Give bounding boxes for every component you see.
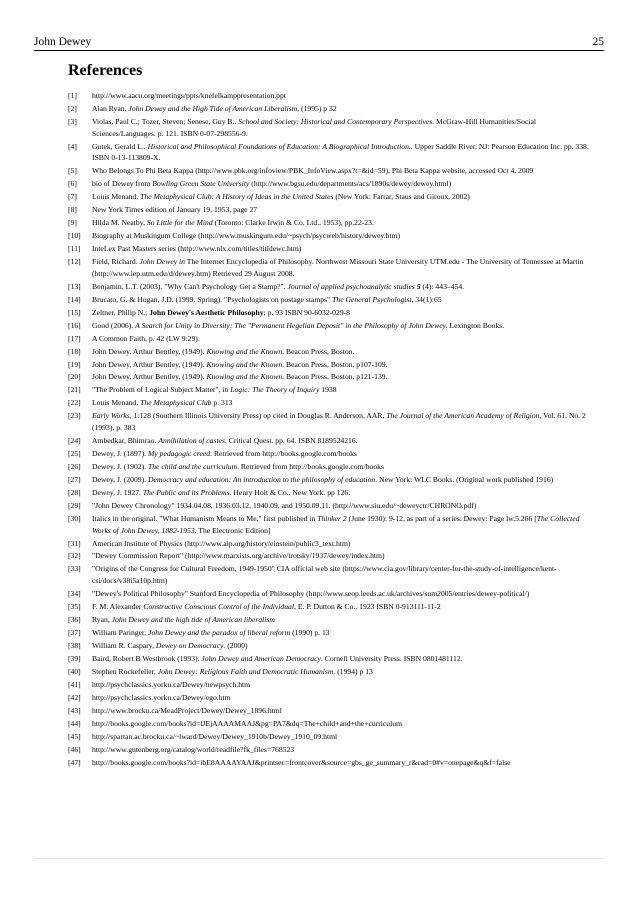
reference-text [92,178,596,190]
reference-item [68,705,596,717]
reference-segment: InteLex Past Masters series (http://www.nlx.com/titles/titldewc.htm) [92,244,302,254]
reference-item [68,744,596,756]
reference-item [68,178,596,190]
reference-item [68,448,596,460]
reference-number: [9] [68,218,77,228]
reference-text [92,563,596,586]
reference-item [68,500,596,512]
reference-segment: http://www.gutenberg.org/catalog/world/readfile?fk_files=768523 [92,744,295,754]
reference-emphasis: The child and the curriculum [147,461,238,471]
reference-item [68,640,596,652]
reference-text [92,718,596,730]
reference-number: [37] [68,628,81,637]
references-list [68,90,596,770]
reference-number: [18] [68,346,81,356]
reference-number: [21] [68,385,81,395]
reference-segment: Alan Ryan, [92,103,129,113]
reference-item [68,116,596,139]
reference-text [92,333,596,345]
reference-text [92,410,596,433]
reference-emphasis: Early Works [92,411,130,421]
reference-text [92,588,596,600]
reference-segment: , E. P. Dutton & Co., 1923 ISBN 0-913111-11-2 [294,602,441,612]
reference-number: [22] [68,398,81,408]
reference-segment: . Beacon Press, Boston. [282,346,355,356]
reference-item [68,346,596,358]
reference-item [68,204,596,216]
reference-number: [29] [68,500,81,510]
reference-segment: 1938 [319,385,337,395]
reference-segment: John Dewey, Arthur Bentley, (1949). [92,359,207,369]
reference-number: [31] [68,538,81,548]
reference-number: [15] [68,307,81,317]
reference-segment: bio of Dewey from [92,179,153,189]
reference-segment: http://spartan.ac.brocku.ca/~lward/Dewey/Dewey_1910b/Dewey_1910_09.html [92,731,338,741]
reference-segment: , Vol. 61, No. 2 (1993), p. 383 [92,411,586,433]
reference-text [92,757,596,769]
reference-emphasis: Thinker 2 [317,513,347,523]
reference-text [92,601,596,613]
running-header [34,30,604,51]
reference-emphasis: The Collected Works of John Dewey, 1882-1953 [92,513,580,535]
reference-segment: http://www.brocku.ca/MeadProject/Dewey/Dewey_1896.html [92,705,282,715]
reference-segment: "The Problem of Logical Subject Matter", in [92,385,231,395]
reference-emphasis: Knowing and the Known [206,359,283,369]
reference-segment: . Cornell University Press. ISBN 0801481112. [320,653,463,663]
reference-emphasis: Bowling Green State University [152,179,250,189]
reference-emphasis: Annihilation of castes [158,436,225,446]
reference-item [68,601,596,613]
reference-item [68,718,596,730]
reference-item [68,588,596,600]
reference-text [92,90,596,102]
reference-number: [36] [68,615,81,625]
reference-emphasis: Logic: The Theory of Inquiry [230,385,320,395]
reference-segment: . Beacon Press, Boston, p121-139. [282,372,388,382]
reference-item [68,384,596,396]
reference-item [68,371,596,383]
reference-segment: http://www.aacu.org/meetings/ppts/knefelkamppresentation.ppt [92,91,286,100]
reference-segment: Hilda M. Neatby, [92,218,147,228]
reference-text [92,435,596,447]
reference-segment: "Origins of the Congress for Cultural Freedom, 1949-1950" CIA official web site (https://www.cia.gov/library/center-for-the-study-of-intelligence/kent-csi/docs/v38i5a10p.htm) [92,564,557,586]
reference-text [92,627,596,639]
reference-emphasis: A Search for Unity in Diversity: The "Permanent Hegelian Deposit" in the Philosophy of John Dewey. [135,320,448,330]
reference-segment: , 34(1):65 [411,294,442,304]
reference-segment: . Beacon Press, Boston, p107-109. [282,359,388,369]
reference-segment: (June 1930): 9-12, as part of a series. Dewey: Page lw.5.266 [ [346,513,537,523]
reference-text [92,474,596,486]
reference-segment: ; p. 93 ISBN 90-6032-029-8 [263,307,351,317]
reference-text [92,294,596,306]
reference-number: [8] [68,205,77,215]
reference-emphasis: School and Society: Historical and Contemporary Perspectives [238,116,433,126]
reference-text [92,538,596,550]
reference-item [68,294,596,306]
reference-segment: John Dewey, Arthur Bentley, (1949). [92,372,207,382]
reference-segment: Benjamin, L.T. (2003). "Why Can't Psychology Get a Stamp?". [92,281,288,291]
reference-emphasis: My pedagogic creed [147,449,211,458]
reference-text [92,731,596,743]
reference-segment: . Henry Holt & Co., New York. pp 126. [229,487,351,497]
references-heading: References [68,62,143,79]
reference-text [92,217,596,229]
reference-number: [43] [68,705,81,715]
reference-segment: http://books.google.com/books?id=ibE8AAAAYAAJ&printsec=frontcover&source=gbs_ge_summary_r&cad=0#v=onepage&q&f=false [92,757,511,767]
reference-segment: William Paringer, [92,628,149,637]
reference-text [92,103,596,115]
reference-segment: (4): 443–454. [420,281,465,291]
reference-item [68,307,596,319]
reference-text [92,679,596,691]
reference-number: [47] [68,757,81,767]
reference-number: [39] [68,653,81,663]
reference-emphasis: John Dewey and the High Tide of American Liberalism [128,103,298,113]
reference-segment: New York Times edition of January 19, 1953, page 27 [92,205,258,215]
reference-emphasis: Constructive Conscious Control of the Individual [143,602,295,612]
footer-divider [34,858,604,859]
reference-number: [42] [68,692,81,702]
page-number: 25 [592,36,604,48]
reference-text [92,550,596,562]
reference-item [68,320,596,332]
reference-segment: Field, Richard. [92,257,140,267]
reference-text [92,141,596,164]
running-header-title: John Dewey [34,36,92,48]
reference-emphasis: Knowing and the Known [206,346,283,356]
reference-text [92,500,596,512]
reference-text [92,256,596,279]
reference-segment: Biography at Muskingum College (http://www.muskingum.edu/~psych/psycweb/history/dewey.htm) [92,231,401,241]
reference-emphasis: The Journal of the American Academy of Religion [386,411,540,421]
reference-text [92,191,596,203]
reference-segment: Ambedkar, Bhimrao. [92,436,159,446]
reference-number: [24] [68,436,81,446]
reference-text [92,666,596,678]
reference-number: [33] [68,564,81,574]
reference-segment: Dewey, J. (1902). [92,461,148,471]
reference-number: [38] [68,640,81,650]
reference-segment: http://psychclassics.yorku.ca/Dewey/ego.htm [92,692,231,702]
reference-item [68,757,596,769]
reference-emphasis: John Dewey and American Democracy [201,653,321,663]
reference-number: [11] [68,244,81,254]
reference-text [92,346,596,358]
reference-emphasis: John Dewey in [139,257,185,267]
reference-emphasis: Knowing and the Known [206,372,283,382]
reference-item [68,550,596,562]
reference-number: [26] [68,461,81,471]
reference-segment: "John Dewey Chronology" 1934.04.08, 1936.03.12, 1940.09, and 1950.09.11. (http://www.siu.edu/~deweyctr/CHRONO.pdf) [92,500,477,510]
reference-emphasis: Journal of applied psychoanalytic studies [287,281,415,291]
reference-text [92,165,596,177]
reference-number: [13] [68,281,81,291]
reference-item [68,359,596,371]
reference-item [68,397,596,409]
reference-segment: Who Belongs To Phi Beta Kappa (http://www.pbk.org/infoview/PBK_InfoView.aspx?t=&id=59), Phi Beta Kappa website, accessed Oct 4, 2009 [92,166,534,176]
reference-item [68,256,596,279]
reference-item [68,731,596,743]
reference-segment: Dewey, J. (1897). [92,449,148,458]
reference-emphasis: 5 [416,281,421,291]
reference-segment: "Dewey's Political Philosophy" Stanford Encyclopedia of Philosophy (http://www.seop.leeds.ac.uk/archives/sum2005/entries/dewey-political/) [92,589,530,599]
reference-text [92,397,596,409]
reference-segment: (http://www.bgsu.edu/departments/acs/1890s/dewey/dewey.html) [249,179,452,189]
reference-segment: Violas, Paul C.; Tozer, Steven; Senese, Guy B.. [92,116,239,126]
reference-segment: , (1995) p 32 [297,103,337,113]
reference-item [68,614,596,626]
reference-segment: Louis Menand. [92,398,141,408]
reference-item [68,461,596,473]
reference-segment: "Dewey Commission Report" (http://www.marxists.org/archive/trotsky/1937/dewey/index.htm) [92,551,385,561]
reference-text [92,116,596,139]
reference-segment: Stephen Rockefeller, [92,666,158,676]
reference-item [68,165,596,177]
reference-item [68,410,596,433]
reference-segment: The Internet Encyclopedia of Philosophy. Northwest Missouri State University UTM.edu - The University of Tennessee at Martin (http://www.iep.utm.edu/d/dewey.htm) Retrieved 29 August 2008. [92,257,584,278]
reference-emphasis: The General Psychologist [332,294,412,304]
reference-item [68,538,596,550]
reference-segment: (New York: Farrar, Staus and Giroux, 2002) [333,192,470,202]
reference-text [92,204,596,216]
reference-emphasis: John Dewey and the paradox of liberal reform [148,628,291,637]
reference-text [92,384,596,396]
reference-item [68,653,596,665]
reference-item [68,103,596,115]
reference-number: [35] [68,602,81,612]
reference-number: [7] [68,192,77,202]
reference-text [92,692,596,704]
reference-text [92,705,596,717]
reference-item [68,435,596,447]
reference-text [92,320,596,332]
reference-number: [23] [68,411,81,421]
reference-segment: , 1:128 (Southern Illinois University Press) op cited in Douglas R. Anderson, AAR, [129,411,387,421]
reference-segment: . Upper Saddle River, NJ: Pearson Education Inc. pp. 338. ISBN 0-13-113809-X. [92,141,589,163]
reference-segment: Ryan, [92,615,112,625]
reference-number: [46] [68,744,81,754]
reference-segment: Italics in the original. "What Humanism Means to Me," first published in [92,513,318,523]
reference-segment: . (2000) [223,640,248,650]
reference-number: [41] [68,679,81,689]
reference-text [92,461,596,473]
reference-item [68,90,596,102]
reference-item [68,217,596,229]
reference-text [92,653,596,665]
reference-number: [4] [68,141,77,151]
reference-emphasis: John Dewey's Aesthetic Philosophy [149,307,264,317]
reference-item [68,513,596,536]
reference-text [92,230,596,242]
reference-emphasis: The Public and its Problems [142,487,230,497]
reference-item [68,679,596,691]
reference-segment: . McGraw-Hill Humanities/Social Sciences/Languages. p. 121. ISBN 0-07-298556-9. [92,116,536,138]
reference-number: [1] [68,91,77,100]
reference-number: [40] [68,666,81,676]
reference-number: [27] [68,474,81,484]
reference-number: [3] [68,116,77,126]
reference-segment: http://books.google.com/books?id=lJEjAAAAMAAJ&pg=PA7&dq=The+child+and+the+curriculum [92,718,403,728]
reference-number: [2] [68,103,77,113]
reference-item [68,666,596,678]
reference-text [92,448,596,460]
reference-segment: (1990) p. 13 [290,628,330,637]
reference-number: [44] [68,718,81,728]
reference-segment: American Institute of Physics (http://www.aip.org/history/einstein/public3_text.htm) [92,538,351,548]
reference-segment: Dewey, J. 1927. [92,487,143,497]
reference-item [68,243,596,255]
reference-text [92,640,596,652]
reference-item [68,487,596,499]
reference-number: [20] [68,372,81,382]
reference-number: [16] [68,320,81,330]
reference-item [68,474,596,486]
reference-text [92,487,596,499]
reference-number: [28] [68,487,81,497]
reference-item [68,191,596,203]
reference-segment: . New York: WLC Books. (Original work published 1916) [375,474,554,484]
reference-segment: Lexington Books. [447,320,505,330]
reference-segment: William R. Caspary, [92,640,156,650]
reference-number: [34] [68,589,81,599]
reference-item [68,333,596,345]
reference-text [92,614,596,626]
reference-text [92,513,596,536]
reference-emphasis: The Metaphysical Club: A History of Ideas in the United States [140,192,334,202]
reference-item [68,627,596,639]
reference-number: [17] [68,333,81,343]
reference-text [92,744,596,756]
reference-emphasis: John Dewey: Religious Faith and Democratic Humanism [157,666,334,676]
reference-segment: . Retrieved from http://books.google.com/books [237,461,384,471]
reference-item [68,141,596,164]
reference-segment: Dewey, J. (2009). [92,474,148,484]
reference-number: [19] [68,359,81,369]
reference-emphasis: Dewey on Democracy [155,640,224,650]
reference-segment: F. M. Alexander [92,602,144,612]
reference-emphasis: Historical and Philosophical Foundations of Education: A Biographical Introduction. [147,141,411,151]
reference-text [92,307,596,319]
reference-number: [14] [68,294,81,304]
reference-emphasis: John Dewey and the high tide of American liberalism [111,615,275,625]
reference-text [92,359,596,371]
reference-segment: http://psychclassics.yorku.ca/Dewey/newpsych.htm [92,679,251,689]
reference-segment: A Common Faith, p. 42 (LW 9:29). [92,333,200,343]
reference-segment: p. 313 [211,398,233,408]
reference-emphasis: Democracy and education: An introduction to the philosophy of education [147,474,376,484]
reference-segment: Baird, Robert B Westbrook (1993). [92,653,202,663]
reference-item [68,281,596,293]
reference-number: [12] [68,257,81,267]
reference-text [92,371,596,383]
reference-segment: (Toronto: Clarke Irwin & Co. Ltd., 1953), pp.22-23. [212,218,374,228]
reference-number: [25] [68,449,81,458]
reference-segment: John Dewey, Arthur Bentley, (1949). [92,346,207,356]
reference-segment: Zeltner, Philip N.; [92,307,150,317]
reference-segment: Brucato, G. & Hogan, J.D. (1999, Spring). "Psychologists on postage stamps" [92,294,333,304]
reference-number: [10] [68,231,81,241]
reference-segment: Good (2006). [92,320,136,330]
reference-segment: . Retrieved from http://books.google.com/books [210,449,357,458]
reference-segment: , The Electronic Edition] [194,525,271,535]
reference-number: [30] [68,513,81,523]
reference-item [68,563,596,586]
reference-number: [32] [68,551,81,561]
reference-text [92,281,596,293]
reference-item [68,230,596,242]
reference-segment: . (1994) p 13 [333,666,373,676]
reference-emphasis: The Metaphysical Club [140,398,212,408]
reference-item [68,692,596,704]
reference-text [92,243,596,255]
reference-segment: . Critical Quest. pp. 64. ISBN 8189524216. [224,436,358,446]
reference-segment: Gutek, Gerald L.. [92,141,148,151]
reference-number: [45] [68,731,81,741]
reference-number: [5] [68,166,77,176]
reference-emphasis: So Little for the Mind [146,218,213,228]
reference-number: [6] [68,179,77,189]
reference-segment: Louis Menand, [92,192,141,202]
